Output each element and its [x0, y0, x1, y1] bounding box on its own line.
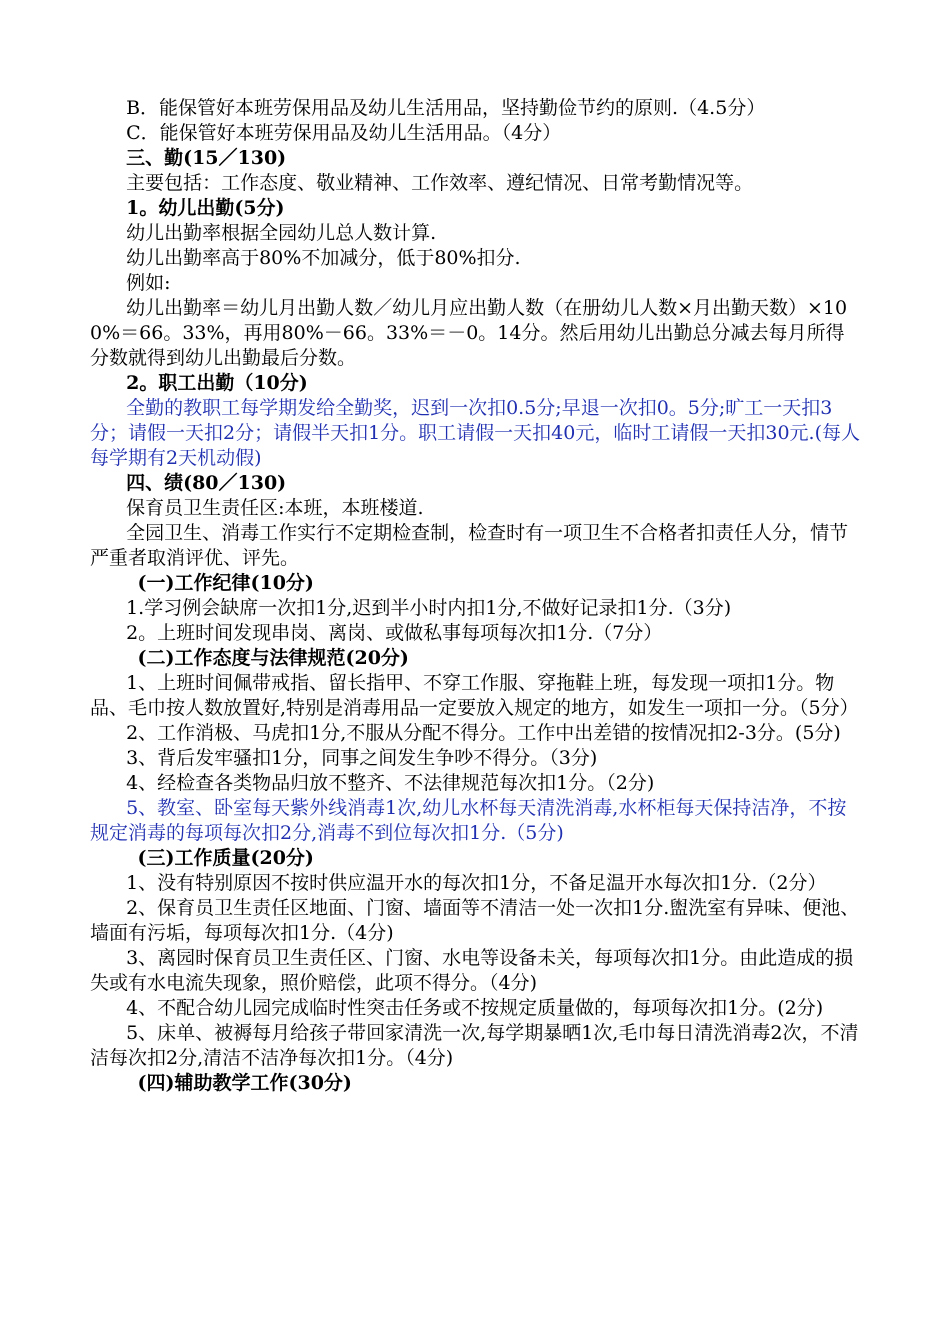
document-page	[90, 96, 860, 1096]
paragraph-quality-4: 4、不配合幼儿园完成临时性突击任务或不按规定质量做的，每项每次扣1分。(2分)	[126, 997, 824, 1019]
paragraph-attitude-1: 1、上班时间佩带戒指、留长指甲、不穿工作服、穿拖鞋上班，每发现一项扣1分。物品、毛巾按人数放置好,特别是消毒用品一定要放入规定的地方，如发生一项扣一分。（5分）	[90, 672, 859, 719]
paragraph-quality-2: 2、保育员卫生责任区地面、门窗、墙面等不清洁一处一次扣1分.盥洗室有异味、便池、墙面有污垢，每项每次扣1分.（4分)	[90, 897, 860, 944]
heading-work-discipline: (一)工作纪律(10分)	[137, 572, 314, 594]
heading-staff-attendance: 2。职工出勤（10分)	[126, 372, 308, 394]
paragraph-option-b: B．能保管好本班劳保用品及幼儿生活用品，坚持勤俭节约的原则.（4.5分）	[126, 97, 766, 119]
paragraph-attendance-scope: 主要包括：工作态度、敬业精神、工作效率、遵纪情况、日常考勤情况等。	[126, 172, 754, 194]
paragraph-discipline-1: 1.学习例会缺席一次扣1分,迟到半小时内扣1分,不做好记录扣1分.（3分)	[126, 597, 732, 619]
heading-work-attitude: (二)工作态度与法律规范(20分)	[137, 647, 409, 669]
paragraph-attitude-4: 4、经检查各类物品归放不整齐、不法律规范每次扣1分。（2分)	[126, 772, 655, 794]
heading-child-attendance: 1。幼儿出勤(5分)	[126, 197, 285, 219]
paragraph-child-attendance-basis: 幼儿出勤率根据全园幼儿总人数计算.	[126, 222, 437, 244]
paragraph-example-formula: 幼儿出勤率＝幼儿月出勤人数／幼儿月应出勤人数（在册幼儿人数×月出勤天数）×100%＝66。33%，再用80%－66。33%＝－0。14分。然后用幼儿出勤总分减去每月所得分数就得到幼儿出勤最后分数。	[90, 297, 848, 369]
heading-performance: 四、绩(80／130)	[126, 472, 287, 494]
paragraph-quality-5: 5、床单、被褥每月给孩子带回家清洗一次,每学期暴晒1次,毛巾每日清洗消毒2次，不清洁每次扣2分,清洁不洁净每次扣1分。（4分)	[90, 1022, 859, 1069]
paragraph-attitude-2: 2、工作消极、马虎扣1分,不服从分配不得分。工作中出差错的按情况扣2-3分。(5分)	[126, 722, 841, 744]
heading-work-quality: (三)工作质量(20分)	[137, 847, 314, 869]
paragraph-hygiene-area: 保育员卫生责任区:本班，本班楼道.	[126, 497, 424, 519]
paragraph-quality-1: 1、没有特别原因不按时供应温开水的每次扣1分，不备足温开水每次扣1分.（2分）	[126, 872, 827, 894]
paragraph-attitude-5: 5、教室、卧室每天紫外线消毒1次,幼儿水杯每天清洗消毒,水杯柜每天保持洁净，不按规定消毒的每项每次扣2分,消毒不到位每次扣1分.（5分)	[90, 797, 847, 844]
paragraph-attitude-3: 3、背后发牢骚扣1分，同事之间发生争吵不得分。（3分)	[126, 747, 598, 769]
paragraph-staff-attendance-rules: 全勤的教职工每学期发给全勤奖，迟到一次扣0.5分;早退一次扣0。5分;旷工一天扣3分；请假一天扣2分；请假半天扣1分。职工请假一天扣40元，临时工请假一天扣30元.(每人每学期有2天机动假)	[90, 397, 860, 469]
paragraph-quality-3: 3、离园时保育员卫生责任区、门窗、水电等设备未关，每项每次扣1分。由此造成的损失或有水电流失现象，照价赔偿，此项不得分。（4分)	[90, 947, 854, 994]
paragraph-discipline-2: 2。上班时间发现串岗、离岗、或做私事每项每次扣1分.（7分）	[126, 622, 663, 644]
paragraph-child-attendance-threshold: 幼儿出勤率高于80%不加减分，低于80%扣分.	[126, 247, 521, 269]
paragraph-option-c: C．能保管好本班劳保用品及幼儿生活用品。（4分）	[126, 122, 562, 144]
paragraph-example-label: 例如:	[126, 272, 171, 294]
paragraph-hygiene-inspection: 全园卫生、消毒工作实行不定期检查制，检查时有一项卫生不合格者扣责任人分，情节严重者取消评优、评先。	[90, 522, 849, 569]
heading-attendance: 三、勤(15／130)	[126, 147, 287, 169]
heading-teaching-support: (四)辅助教学工作(30分)	[137, 1072, 352, 1094]
